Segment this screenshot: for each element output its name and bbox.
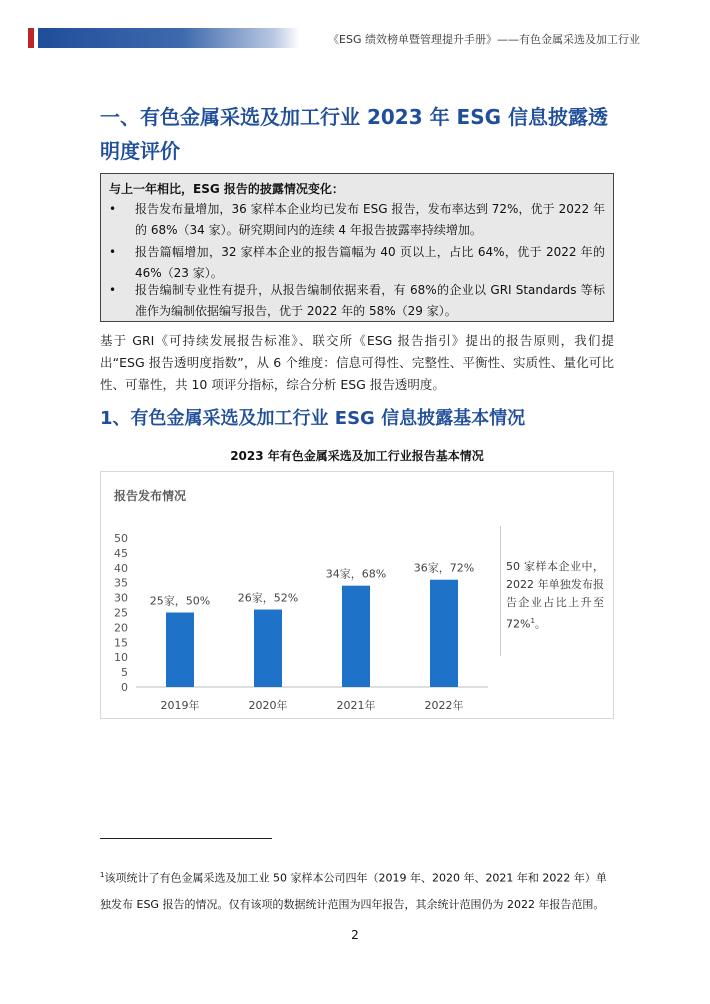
bullet-dot-icon: • xyxy=(109,283,117,297)
bar xyxy=(430,580,458,687)
bar-chart xyxy=(100,515,500,720)
data-label: 26家，52% xyxy=(237,591,299,605)
footnote-text: 该项统计了有色金属采选及加工业 50 家样本公司四年（2019 年、2020 年、2021 年和 2022 年）单独发布 ESG 报告的情况。仅有该项的数据统计范围为四年报告，其余统计范围仍为 2022 年报告范围。 xyxy=(100,871,607,911)
x-tick-label: 2019年 xyxy=(160,699,200,712)
footnote-ref: 1 xyxy=(530,617,535,625)
chart-divider xyxy=(500,526,501,656)
running-title: 《ESG 绩效榜单暨管理提升手册》——有色金属采选及加工行业 xyxy=(328,33,640,46)
x-tick-label: 2020年 xyxy=(248,699,288,712)
footnote-marker: 1 xyxy=(100,871,105,879)
bullet-dot-icon: • xyxy=(109,245,117,259)
data-label: 25家，50% xyxy=(149,594,211,608)
y-tick-label: 0 xyxy=(121,681,128,694)
y-tick-label: 15 xyxy=(114,636,128,650)
y-tick-label: 35 xyxy=(114,576,128,590)
bullet-dot-icon: • xyxy=(109,202,117,216)
summary-bullet-text: 报告编制专业性有提升，从报告编制依据来看，有 68%的企业以 GRI Standards 等标准作为编制依据编写报告，优于 2022 年的 58%（29 家）。 xyxy=(135,283,605,318)
summary-box xyxy=(100,173,614,322)
y-tick-label: 25 xyxy=(114,606,128,620)
y-tick-label: 45 xyxy=(114,546,128,560)
y-tick-label: 40 xyxy=(114,561,128,575)
intro-paragraph: 基于 GRI《可持续发展报告标准》、联交所《ESG 报告指引》提出的报告原则，我们提出“ESG 报告透明度指数”，从 6 个维度：信息可得性、完整性、平衡性、实质性、量化可比性、可靠性，共 10 项评分指标，综合分析 ESG 报告透明度。 xyxy=(100,333,614,392)
chart-note-text: 50 家样本企业中，2022 年单独发布报告企业占比上升至 72% xyxy=(506,560,604,631)
chart-title: 报告发布情况 xyxy=(114,489,187,503)
header-accent-bar xyxy=(28,28,34,48)
data-label: 36家，72% xyxy=(413,561,475,575)
x-tick-label: 2021年 xyxy=(336,699,376,712)
bar xyxy=(166,613,194,688)
y-tick-label: 5 xyxy=(121,666,128,680)
footnote xyxy=(100,862,616,918)
section-heading: 一、有色金属采选及加工行业 2023 年 ESG 信息披露透明度评价 xyxy=(100,105,608,163)
page-number: 2 xyxy=(351,928,359,942)
summary-box-title: 与上一年相比，ESG 报告的披露情况变化： xyxy=(109,182,344,196)
subsection-heading: 1、有色金属采选及加工行业 ESG 信息披露基本情况 xyxy=(100,408,526,429)
chart-caption: 2023 年有色金属采选及加工行业报告基本情况 xyxy=(230,449,484,463)
summary-bullet-text: 报告发布量增加，36 家样本企业均已发布 ESG 报告，发布率达到 72%，优于 2022 年的 68%（34 家）。研究期间内的连续 4 年报告披露率持续增加。 xyxy=(135,202,605,237)
y-tick-label: 50 xyxy=(114,532,128,545)
bar xyxy=(254,610,282,687)
chart-note: 50 家样本企业中，2022 年单独发布报告企业占比上升至 72%$^1$。 xyxy=(506,560,604,631)
header-gradient-bar xyxy=(38,28,300,48)
y-tick-label: 30 xyxy=(114,591,128,605)
bar xyxy=(342,586,370,687)
x-tick-label: 2022年 xyxy=(424,699,464,712)
data-label: 34家，68% xyxy=(325,567,387,581)
footnote-separator xyxy=(100,838,272,839)
y-tick-label: 20 xyxy=(114,621,128,635)
y-tick-label: 10 xyxy=(114,651,128,665)
summary-bullet-text: 报告篇幅增加，32 家样本企业的报告篇幅为 40 页以上，占比 64%，优于 2022 年的 46%（23 家）。 xyxy=(135,245,605,280)
